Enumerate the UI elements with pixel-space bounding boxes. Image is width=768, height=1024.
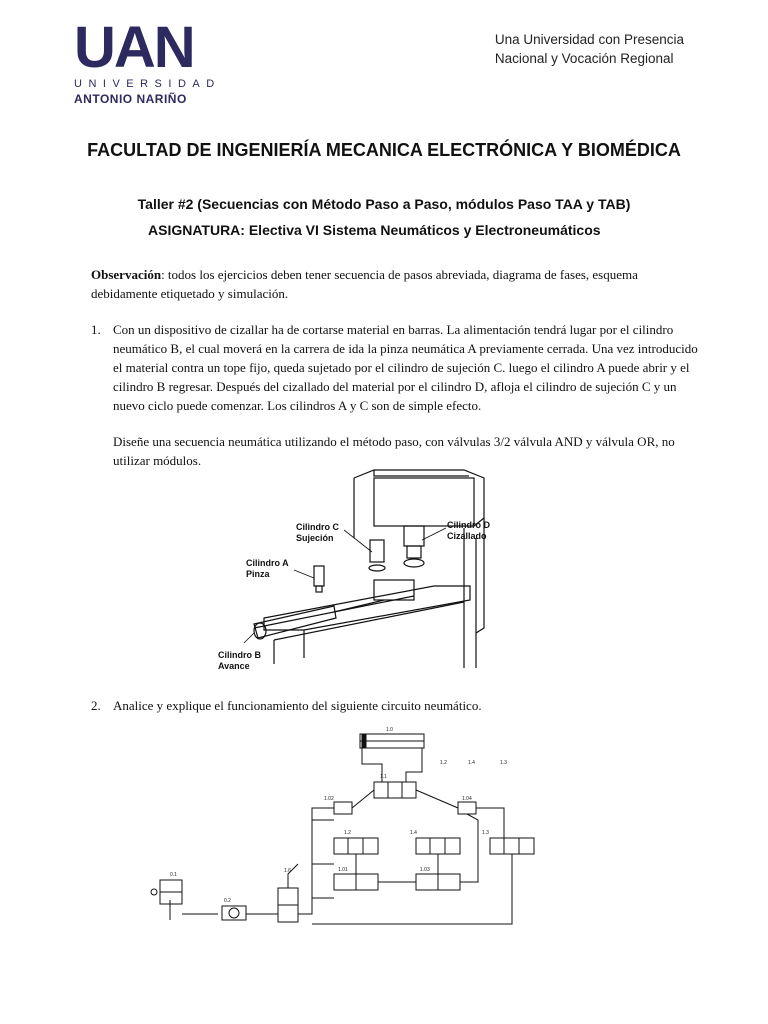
course-subtitle: ASIGNATURA: Electiva VI Sistema Neumáticos y Electroneumáticos xyxy=(148,222,601,238)
label-1-3: 1.3 xyxy=(500,760,507,766)
label-1-2: 1.2 xyxy=(440,760,447,766)
label-1-01: 1.01 xyxy=(338,867,348,873)
exercise-2-text: Analice y explique el funcionamiento del siguiente circuito neumático. xyxy=(113,698,482,713)
label-1-6: 1.6 xyxy=(284,868,291,874)
label-1-03: 1.03 xyxy=(420,867,430,873)
cylinder-b-sublabel: Avance xyxy=(218,661,250,671)
label-1-04: 1.04 xyxy=(462,796,472,802)
slogan-line-1: Una Universidad con Presencia xyxy=(494,32,684,47)
slogan-line-2: Nacional y Vocación Regional xyxy=(494,51,674,66)
cylinder-a-sublabel: Pinza xyxy=(246,569,270,579)
exercise-2 xyxy=(91,698,482,714)
faculty-title: FACULTAD DE INGENIERÍA MECANICA ELECTRÓNICA Y BIOMÉDICA xyxy=(87,140,681,160)
shearing-device-figure xyxy=(214,468,500,674)
cylinder-d-sublabel: Cizallado xyxy=(447,531,487,541)
logo-university-text: UNIVERSIDAD xyxy=(74,78,221,90)
label-0-2: 0.2 xyxy=(224,898,231,904)
label-1-4: 1.4 xyxy=(468,760,475,766)
workshop-title: Taller #2 (Secuencias con Método Paso a Paso, módulos Paso TAA y TAB) xyxy=(137,196,631,212)
label-1-0: 1.0 xyxy=(386,727,393,733)
label-1-1: 1.1 xyxy=(380,774,387,780)
logo-name-text: ANTONIO NARIÑO xyxy=(74,92,187,106)
observation-paragraph xyxy=(91,265,691,303)
cylinder-c-label: Cilindro C xyxy=(296,522,339,532)
label-1-3-valve: 1.3 xyxy=(482,830,489,836)
label-1-2-valve: 1.2 xyxy=(344,830,351,836)
logo-word: UAN xyxy=(74,15,194,80)
observation-text: : todos los ejercicios deben tener secuencia de pasos abreviada, diagrama de fases, esquema debidamente etiquetado y simulación. xyxy=(91,267,638,301)
university-logo xyxy=(74,15,234,106)
label-1-02: 1.02 xyxy=(324,796,334,802)
observation-label: Observación xyxy=(91,267,162,282)
exercise-1 xyxy=(91,320,701,415)
cylinder-c-sublabel: Sujeción xyxy=(296,533,334,543)
label-1-4-valve: 1.4 xyxy=(410,830,417,836)
cylinder-b-label: Cilindro B xyxy=(218,650,261,660)
exercise-1-design-instruction: Diseñe una secuencia neumática utilizando el método paso, con válvulas 3/2 válvula AND y válvula OR, no utilizar módulos. xyxy=(113,434,675,468)
cylinder-a-label: Cilindro A xyxy=(246,558,289,568)
exercise-1-text: Con un dispositivo de cizallar ha de cortarse material en barras. La alimentación tendrá lugar por el cilindro neumático B, el cual moverá en la carrera de ida la pinza neumática A previamente cerrada. Una vez introducido el material contra un tope fijo, queda sujetado por el cilindro de sujeción C. luego el cilindro A puede abrir y el cilindro B regresar. Después del cizallado del material por el cilindro D, afloja el cilindro de sujeción C y un nuevo ciclo puede comenzar. Los cilindros A y C son de simple efecto. xyxy=(113,322,698,413)
pneumatic-circuit-figure xyxy=(148,724,540,946)
exercise-2-number: 2. xyxy=(91,698,101,713)
exercise-1-number: 1. xyxy=(91,322,101,337)
cylinder-d-label: Cilindro D xyxy=(447,520,490,530)
label-0-1: 0.1 xyxy=(170,872,177,878)
slogan xyxy=(495,30,684,68)
